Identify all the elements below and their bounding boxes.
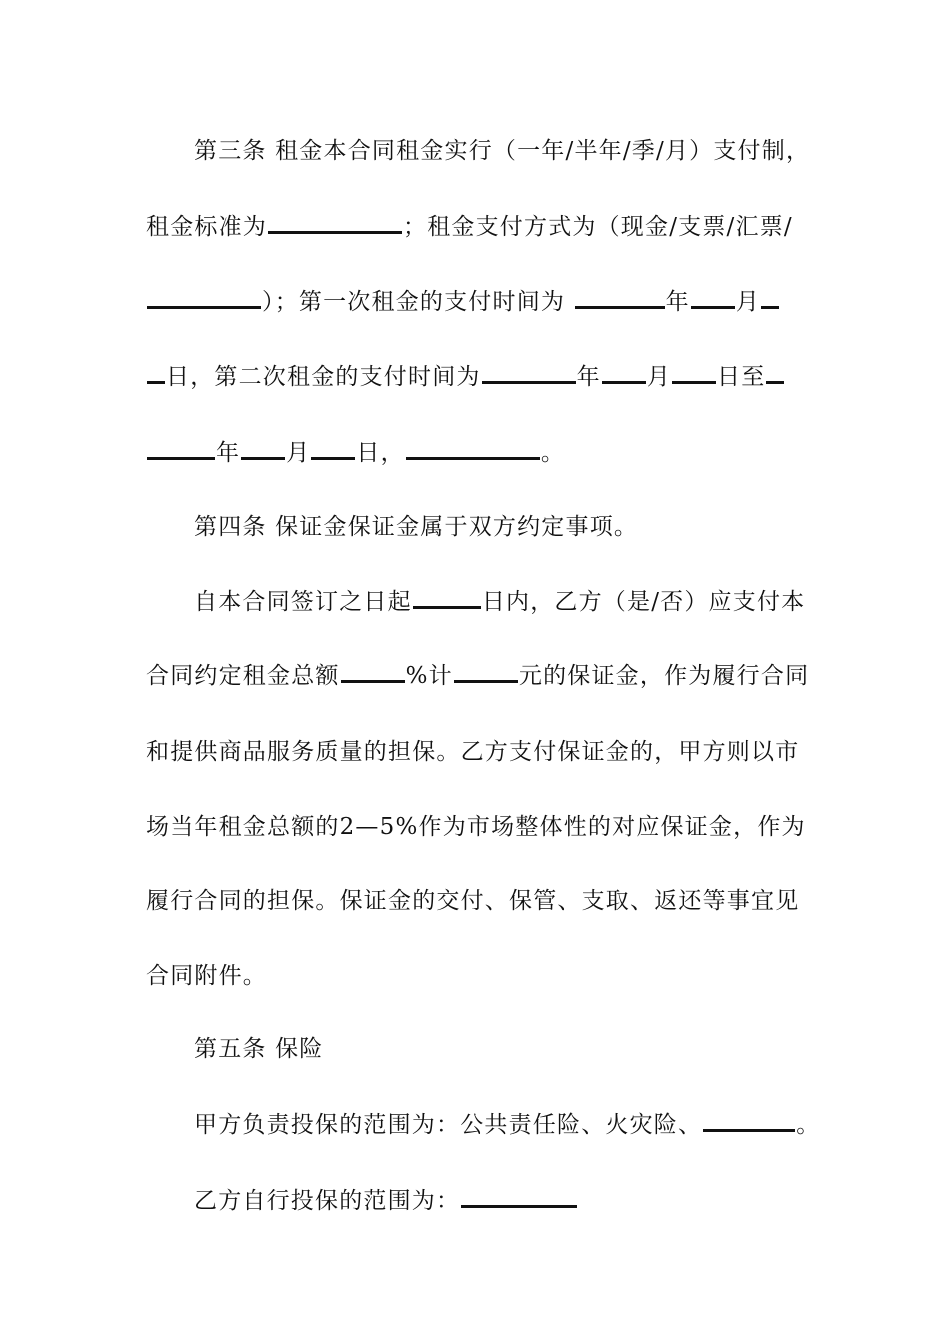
text-run: 元的保证金，作为履行合同 bbox=[518, 663, 810, 689]
text-run: 合同约定租金总额 bbox=[146, 663, 340, 689]
blank-second-year bbox=[482, 363, 576, 384]
deposit-amount-line bbox=[146, 661, 809, 691]
blank-first-year bbox=[575, 288, 665, 309]
text-run: 日内，乙方（是/否）应支付本 bbox=[481, 589, 806, 615]
text-run: 乙方自行投保的范围为： bbox=[194, 1188, 461, 1214]
blank-party-a-insurance bbox=[703, 1111, 795, 1132]
first-payment-line bbox=[146, 287, 780, 317]
body-line bbox=[146, 737, 799, 767]
blank-deposit-days bbox=[413, 588, 481, 609]
party-b-insurance-line bbox=[194, 1186, 578, 1216]
article-3-heading-line bbox=[194, 136, 810, 166]
text-run: 第三条 租金本合同租金实行（一年/半年/季/月）支付制， bbox=[194, 138, 811, 164]
text-run: 自本合同签订之日起 bbox=[194, 589, 412, 615]
second-payment-line bbox=[146, 362, 785, 392]
text-run: 日至 bbox=[717, 364, 766, 390]
body-line bbox=[146, 961, 267, 991]
blank-payment-method bbox=[147, 288, 261, 309]
text-run: 甲方负责投保的范围为：公共责任险、火灾险、 bbox=[194, 1112, 703, 1138]
text-run: 年 bbox=[665, 289, 690, 315]
blank-second-day bbox=[672, 363, 716, 384]
text-run: 日， bbox=[356, 440, 405, 466]
text-run: 年 bbox=[576, 364, 601, 390]
text-run: 月 bbox=[735, 289, 761, 315]
text-run: ）；第一次租金的支付时间为 bbox=[262, 289, 574, 315]
blank-end-day bbox=[311, 439, 355, 460]
blank-first-day bbox=[761, 288, 779, 309]
text-run: ；租金支付方式为（现金/支票/汇票/ bbox=[403, 214, 793, 240]
text-run: 。 bbox=[796, 1112, 821, 1138]
payment-period-line bbox=[146, 438, 565, 468]
blank-end-month bbox=[241, 439, 285, 460]
text-run: 和提供商品服务质量的担保。乙方支付保证金的，甲方则以市 bbox=[146, 739, 800, 765]
text-run: 月 bbox=[646, 364, 672, 390]
article-4-heading-line bbox=[194, 512, 638, 542]
text-run: %计 bbox=[405, 663, 453, 689]
blank-rent-standard bbox=[268, 213, 402, 234]
blank-payment-note bbox=[406, 439, 540, 460]
text-run: 履行合同的担保。保证金的交付、保管、支取、返还等事宜见 bbox=[146, 888, 800, 914]
text-run: 年 bbox=[216, 440, 241, 466]
text-run: 月 bbox=[286, 440, 311, 466]
article-5-heading-line bbox=[194, 1034, 324, 1064]
blank-first-day-cont bbox=[147, 363, 165, 384]
body-line bbox=[146, 812, 806, 842]
blank-deposit-percent bbox=[341, 662, 405, 683]
text-run: 。 bbox=[540, 440, 566, 466]
deposit-days-line bbox=[194, 587, 805, 617]
text-run: 合同附件。 bbox=[146, 963, 267, 989]
text-run: 日，第二次租金的支付时间为 bbox=[166, 364, 481, 390]
text-run: 场当年租金总额的2—5%作为市场整体性的对应保证金，作为 bbox=[146, 814, 806, 840]
blank-deposit-amount bbox=[454, 662, 518, 683]
text-run: 租金标准为 bbox=[146, 214, 267, 240]
blank-end-year bbox=[766, 363, 784, 384]
rent-standard-line bbox=[146, 212, 793, 242]
blank-second-month bbox=[602, 363, 646, 384]
blank-party-b-insurance bbox=[461, 1187, 577, 1208]
blank-first-month bbox=[691, 288, 735, 309]
party-a-insurance-line bbox=[194, 1110, 820, 1140]
blank-end-year-cont bbox=[147, 439, 215, 460]
text-run: 第五条 保险 bbox=[194, 1036, 324, 1062]
body-line bbox=[146, 886, 799, 916]
text-run: 第四条 保证金保证金属于双方约定事项。 bbox=[194, 514, 639, 540]
